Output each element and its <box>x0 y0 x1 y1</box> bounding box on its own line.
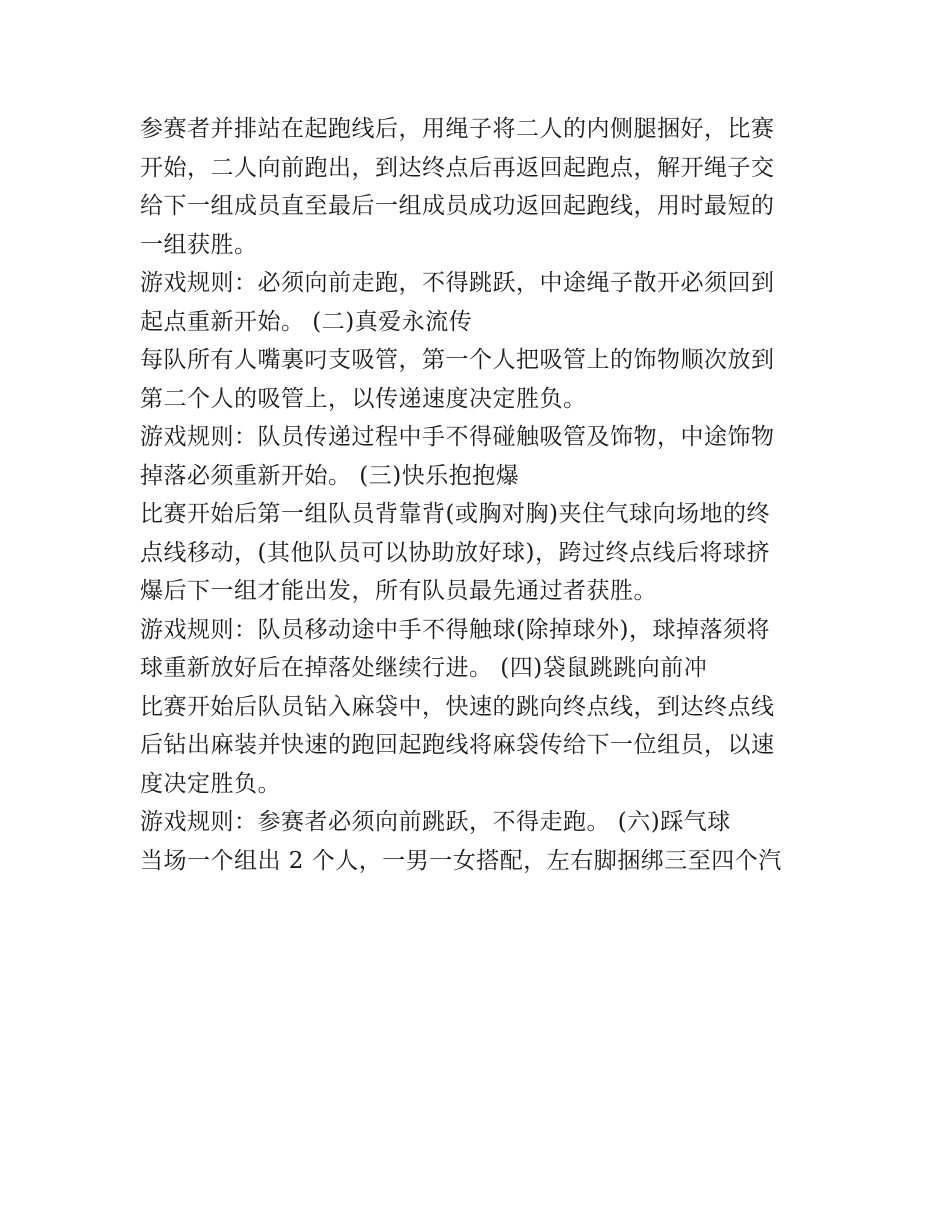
text-line: 爆后下一组才能出发，所有队员最先通过者获胜。 <box>140 578 657 604</box>
text-line: 一组获胜。 <box>140 231 258 258</box>
text-line: 比赛开始后队员钻入麻袋中，快速的跳向终点线，到达终点线 <box>140 693 775 720</box>
text-line: 后钻出麻装并快速的跑回起跑线将麻袋传给下一位组员，以速 <box>140 732 775 758</box>
text-line: 游戏规则：队员传递过程中手不得碰触吸管及饰物，中途饰物 <box>140 424 775 450</box>
text-line: 每队所有人嘴裏叼支吸管，第一个人把吸管上的饰物顺次放到 <box>140 347 775 373</box>
text-line: 参赛者并排站在起跑线后，用绳子将二人的内侧腿捆好，比赛 <box>140 116 775 142</box>
text-line: 游戏规则：队员移动途中手不得触球(除掉球外)，球掉落须将 <box>140 616 770 643</box>
document-page <box>140 110 820 880</box>
text-line: 给下一组成员直至最后一组成员成功返回起跑线，用时最短的 <box>140 193 775 219</box>
text-line: 第二个人的吸管上，以传递速度决定胜负。 <box>140 385 587 412</box>
text-line: 点线移动，(其他队员可以协助放好球)，跨过终点线后将球挤 <box>140 539 770 566</box>
text-line: 开始，二人向前跑出，到达终点后再返回起跑点，解开绳子交 <box>140 154 775 181</box>
text-line: 游戏规则：参赛者必须向前跳跃，不得走跑。 (六)踩气球 <box>140 809 731 835</box>
text-line: 比赛开始后第一组队员背靠背(或胸对胸)夹住气球向场地的终 <box>140 501 770 527</box>
text-line: 起点重新开始。 (二)真爱永流传 <box>140 308 473 335</box>
text-line: 度决定胜负。 <box>140 770 281 797</box>
text-line: 游戏规则：必须向前走跑，不得跳跃，中途绳子散开必须回到 <box>140 270 775 296</box>
text-line: 掉落必须重新开始。 (三)快乐抱抱爆 <box>140 462 520 489</box>
text-line: 球重新放好后在掉落处继续行进。 (四)袋鼠跳跳向前冲 <box>140 655 708 681</box>
text-line: 当场一个组出 2 个人，一男一女搭配，左右脚捆绑三至四个汽 <box>140 847 782 874</box>
